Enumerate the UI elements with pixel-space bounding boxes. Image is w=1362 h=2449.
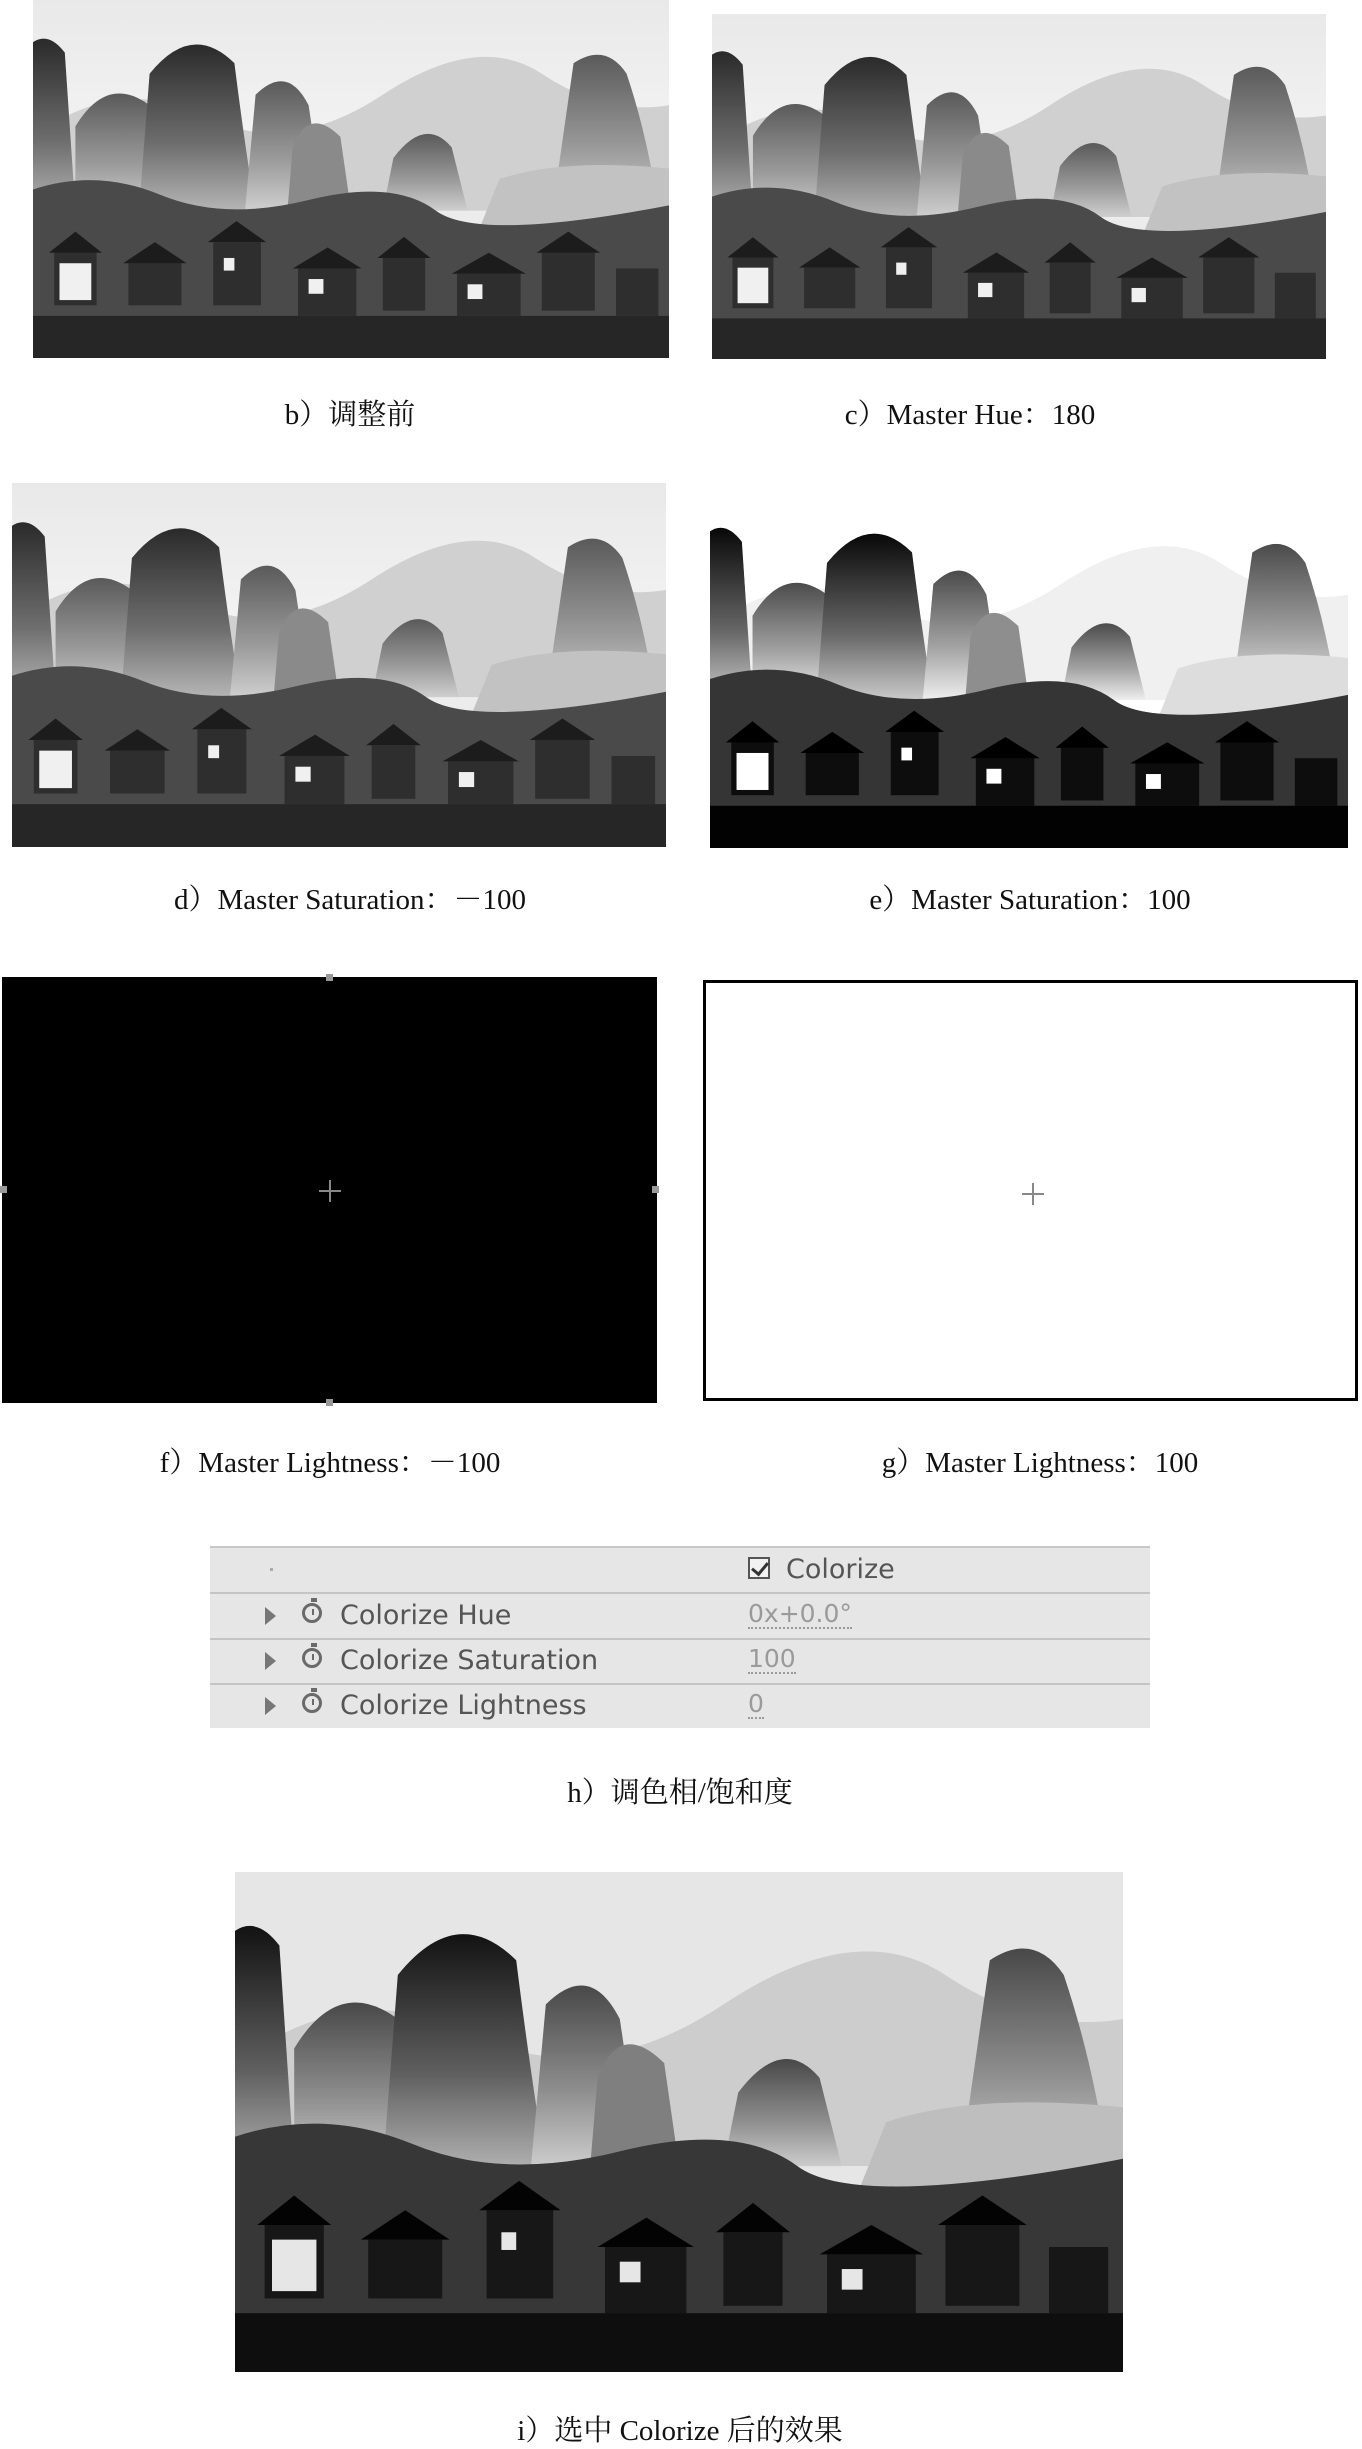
image-master-hue <box>712 14 1326 359</box>
expand-triangle-icon[interactable] <box>265 1652 276 1670</box>
caption-f: f）Master Lightness：－100 <box>159 1447 501 1479</box>
frame-handle <box>0 1186 7 1193</box>
hue-saturation-effect-panel <box>210 1546 1150 1728</box>
image-colorize-result <box>235 1872 1123 2372</box>
colorize-saturation-label: Colorize Saturation <box>340 1645 599 1676</box>
anchor-point-icon <box>319 1180 341 1202</box>
caption-b: b）调整前 <box>284 399 416 431</box>
expand-triangle-icon[interactable] <box>265 1697 276 1715</box>
colorize-lightness-row <box>210 1684 1150 1728</box>
stopwatch-icon[interactable] <box>302 1693 322 1713</box>
colorize-lightness-label: Colorize Lightness <box>340 1690 587 1721</box>
caption-i: i）选中 Colorize 后的效果 <box>517 2415 843 2447</box>
colorize-lightness-value[interactable]: 0 <box>748 1689 764 1718</box>
caption-e: e）Master Saturation：100 <box>869 884 1191 916</box>
colorize-saturation-row <box>210 1639 1150 1685</box>
colorize-label: Colorize <box>786 1554 895 1585</box>
colorize-checkbox[interactable] <box>748 1557 770 1579</box>
caption-h: h）调色相/饱和度 <box>567 1777 793 1809</box>
image-saturation-plus <box>710 489 1348 848</box>
frame-handle <box>326 1399 333 1406</box>
colorize-hue-label: Colorize Hue <box>340 1600 512 1631</box>
frame-handle <box>326 974 333 981</box>
caption-g: g）Master Lightness：100 <box>881 1447 1199 1479</box>
caption-d: d）Master Saturation：－100 <box>174 884 526 916</box>
colorize-saturation-value[interactable]: 100 <box>748 1644 796 1673</box>
colorize-row <box>210 1548 1150 1594</box>
colorize-hue-row <box>210 1594 1150 1640</box>
stopwatch-icon[interactable] <box>302 1603 322 1623</box>
colorize-hue-value[interactable]: 0x+0.0° <box>748 1599 852 1628</box>
image-before <box>33 0 669 358</box>
anchor-point-icon <box>1022 1183 1044 1205</box>
frame-handle <box>652 1186 659 1193</box>
caption-c: c）Master Hue：180 <box>844 399 1096 431</box>
stopwatch-icon[interactable] <box>302 1648 322 1668</box>
expand-triangle-icon[interactable] <box>265 1607 276 1625</box>
image-saturation-minus <box>12 483 666 847</box>
